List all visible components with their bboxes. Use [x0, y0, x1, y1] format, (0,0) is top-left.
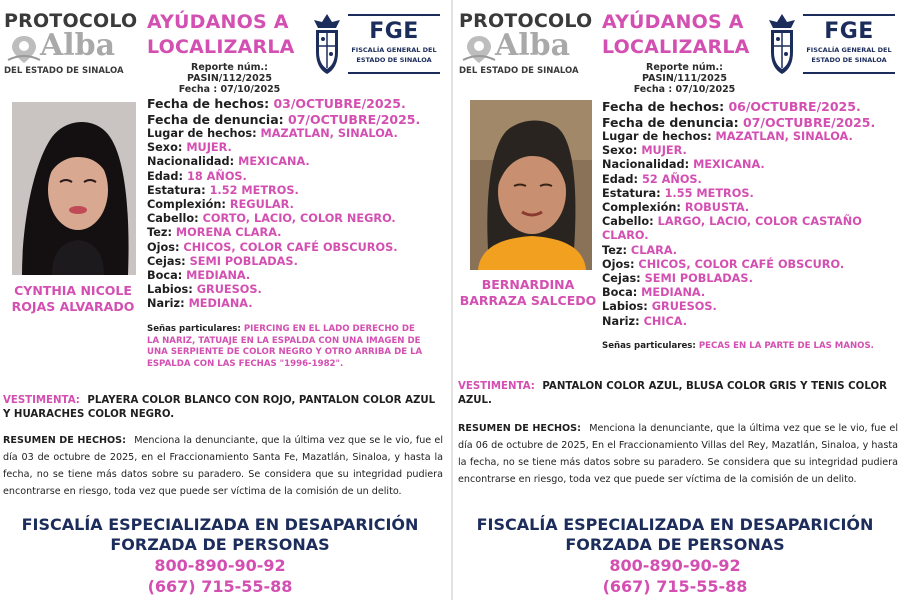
agency-name-line-1: FISCALÍA ESPECIALIZADA EN DESAPARICIÓN	[21, 515, 419, 534]
headline	[147, 10, 307, 60]
fact-label: Tez:	[602, 243, 627, 257]
fact-row	[602, 300, 900, 314]
flyer-divider	[451, 0, 453, 600]
fact-value: SEMI POBLADAS.	[189, 254, 298, 268]
fact-value: 07/OCTUBRE/2025.	[743, 114, 876, 130]
fact-value: GRUESOS.	[651, 300, 717, 314]
report-info	[602, 62, 767, 95]
fge-subtitle-1: FISCALÍA GENERAL DEL	[351, 46, 437, 54]
fact-value: ROBUSTA.	[684, 201, 750, 215]
clothing-value: PLAYERA COLOR BLANCO CON ROJO, PANTALON COLOR AZUL Y HUARACHES COLOR NEGRO.	[3, 395, 436, 420]
fact-label: Sexo:	[147, 141, 183, 155]
person-last-name: ROJAS ALVARADO	[11, 299, 135, 314]
headline-line-2: LOCALIZARLA	[147, 36, 295, 58]
fact-row	[147, 96, 447, 112]
fact-row	[602, 215, 900, 243]
fact-row	[147, 226, 447, 240]
headline	[602, 10, 762, 60]
person-first-name: CYNTHIA NICOLE	[14, 283, 132, 298]
clothing-value: PANTALON COLOR AZUL, BLUSA COLOR GRIS Y TENIS COLOR AZUL.	[458, 381, 887, 406]
contact-footer	[455, 515, 895, 597]
fact-row	[147, 255, 447, 269]
summary-label: RESUMEN DE HECHOS:	[3, 435, 126, 446]
fact-label: Lugar de hechos:	[602, 130, 712, 143]
person-name	[2, 283, 144, 315]
fact-value: REGULAR.	[229, 198, 294, 212]
senas-value: PIERCING EN EL LADO DERECHO DE LA NARIZ, TATUAJE EN LA ESPALDA CON UNA IMAGEN DE UNA SERPIENTE DE COLOR NEGRO Y OTRO ARRIBA DE LA ESPALDA CON LAS FECHAS "1996-1982".	[147, 324, 423, 369]
missing-person-flyer-2	[455, 0, 900, 600]
fact-row	[602, 158, 900, 172]
clothing-label: VESTIMENTA:	[458, 381, 535, 392]
fact-label: Estatura:	[602, 186, 661, 200]
fact-label: Labios:	[602, 300, 648, 314]
fact-label: Fecha de hechos:	[602, 99, 725, 114]
fact-value: 03/OCTUBRE/2025.	[273, 96, 406, 111]
logo-state-text: DEL ESTADO DE SINALOA	[459, 66, 579, 76]
fact-value: MAZATLAN, SINALOA.	[260, 127, 398, 140]
headline-line-2: LOCALIZARLA	[602, 36, 750, 58]
protocolo-alba-logo	[4, 10, 139, 80]
fact-value: MUJER.	[186, 141, 232, 155]
fact-label: Tez:	[147, 226, 172, 240]
fact-value: LARGO, LACIO, COLOR CASTAÑO CLARO.	[602, 215, 862, 243]
sinaloa-seal-icon	[310, 12, 344, 76]
fge-title: FGE	[369, 19, 419, 44]
incident-summary	[458, 420, 898, 488]
fact-value: MUJER.	[641, 144, 687, 158]
fact-label: Ojos:	[147, 240, 180, 254]
fact-label: Fecha de denuncia:	[147, 111, 284, 127]
fact-label: Edad:	[602, 172, 639, 186]
fact-row	[602, 258, 900, 272]
fact-value: SEMI POBLADAS.	[644, 272, 753, 286]
fact-row	[602, 144, 900, 158]
sinaloa-seal-icon	[765, 12, 799, 76]
fact-row	[147, 155, 447, 169]
senas-value: PECAS EN LA PARTE DE LAS MANOS.	[698, 341, 874, 351]
logo-state-text: DEL ESTADO DE SINALOA	[4, 66, 124, 76]
fact-value: 07/OCTUBRE/2025.	[288, 111, 421, 127]
fact-value: 06/OCTUBRE/2025.	[728, 99, 861, 114]
report-number: Reporte núm.: PASIN/112/2025	[187, 62, 272, 84]
fact-label: Complexión:	[147, 198, 226, 212]
fact-label: Complexión:	[602, 201, 681, 215]
fact-value: 18 AÑOS.	[186, 169, 247, 183]
location-pin-icon	[6, 34, 42, 64]
fact-value: GRUESOS.	[196, 283, 262, 297]
person-facts	[147, 96, 447, 312]
fact-label: Lugar de hechos:	[147, 127, 257, 140]
report-number: Reporte núm.: PASIN/111/2025	[642, 62, 727, 84]
headline-line-1: AYÚDANOS A	[602, 11, 744, 33]
fact-row	[602, 173, 900, 187]
location-pin-icon	[461, 34, 497, 64]
distinguishing-marks	[602, 341, 894, 353]
person-facts	[602, 99, 900, 329]
fact-label: Labios:	[147, 283, 193, 297]
clothing	[3, 394, 445, 422]
summary-value: Menciona la denunciante, que la última vez que se le vio, fue el día 06 de octubre de 2025, En el Fraccionamiento Villas del Rey, Mazatlán, Sinaloa, y hasta la fecha, no se tiene más datos sobre su paradero. Se considera que su integridad pudiera encontrarse en riesgo, toda vez que puede ser víctima de la comisión de un delito.	[458, 423, 898, 485]
person-last-name: BARRAZA SALCEDO	[459, 293, 597, 308]
fact-row	[602, 187, 900, 201]
fact-label: Nacionalidad:	[147, 155, 235, 169]
agency-name-line-2: FORZADA DE PERSONAS	[565, 535, 785, 554]
fact-value: MEDIANA.	[188, 297, 253, 311]
senas-label: Señas particulares:	[147, 324, 241, 334]
fact-label: Nariz:	[147, 297, 185, 311]
fact-label: Boca:	[602, 286, 638, 300]
fact-row	[147, 212, 447, 226]
fact-label: Sexo:	[602, 144, 638, 158]
person-photo	[470, 100, 592, 270]
fact-label: Edad:	[147, 169, 184, 183]
summary-label: RESUMEN DE HECHOS:	[458, 423, 581, 434]
agency-name-line-1: FISCALÍA ESPECIALIZADA EN DESAPARICIÓN	[476, 515, 874, 534]
fge-subtitle-2: ESTADO DE SINALOA	[811, 56, 887, 64]
fact-label: Fecha de denuncia:	[602, 114, 739, 130]
fact-label: Cabello:	[602, 215, 654, 229]
fact-value: CHICOS, COLOR CAFÉ OBSCUROS.	[183, 240, 398, 254]
fact-label: Cabello:	[147, 212, 199, 226]
phone-number-1: 800-890-90-92	[609, 556, 741, 575]
agency-name-line-2: FORZADA DE PERSONAS	[110, 535, 330, 554]
phone-number-1: 800-890-90-92	[154, 556, 286, 575]
fact-value: 1.55 METROS.	[664, 186, 754, 200]
fact-row	[602, 130, 900, 144]
fact-value: CHICA.	[643, 314, 688, 328]
fge-subtitle-1: FISCALÍA GENERAL DEL	[806, 46, 892, 54]
fact-label: Nacionalidad:	[602, 158, 690, 172]
fge-logo	[803, 14, 895, 74]
summary-value: Menciona la denunciante, que la última vez que se le vio, fue el día 03 de octubre de 2025, en el Fraccionamiento Santa Fe, Mazatlán, Sinaloa, y hasta la fecha, no se tiene más datos sobre su paradero. Se considera que su integridad pudiera encontrarse en riesgo, toda vez que puede ser víctima de la comisión de un delito.	[3, 435, 443, 497]
fact-row	[147, 127, 447, 141]
fact-value: MEXICANA.	[693, 158, 765, 172]
fact-row	[602, 99, 900, 115]
phone-number-2: (667) 715-55-88	[147, 577, 293, 596]
clothing	[458, 380, 900, 408]
fact-label: Estatura:	[147, 183, 206, 197]
fact-label: Cejas:	[147, 254, 186, 268]
fact-row	[602, 315, 900, 329]
fge-logo	[348, 14, 440, 74]
protocolo-alba-logo	[459, 10, 594, 80]
contact-footer	[0, 515, 440, 597]
fact-row	[602, 244, 900, 258]
fact-value: MEXICANA.	[238, 155, 310, 169]
person-name	[457, 277, 599, 309]
fact-value: CLARA.	[630, 243, 678, 257]
logo-alba-text: Alba	[495, 28, 571, 63]
fact-row	[602, 286, 900, 300]
person-photo	[12, 102, 136, 275]
fact-row	[147, 141, 447, 155]
distinguishing-marks	[147, 324, 427, 370]
fact-value: MEDIANA.	[186, 269, 251, 283]
fact-value: CHICOS, COLOR CAFÉ OBSCURO.	[638, 257, 845, 271]
fact-value: MAZATLAN, SINALOA.	[715, 130, 853, 143]
logo-alba-text: Alba	[40, 28, 116, 63]
fact-value: 52 AÑOS.	[641, 172, 702, 186]
clothing-label: VESTIMENTA:	[3, 395, 80, 406]
fact-label: Boca:	[147, 269, 183, 283]
fact-row	[147, 170, 447, 184]
fact-row	[147, 241, 447, 255]
fact-value: CORTO, LACIO, COLOR NEGRO.	[202, 212, 396, 226]
fact-value: 1.52 METROS.	[209, 183, 299, 197]
fact-row	[147, 269, 447, 283]
fact-row	[147, 184, 447, 198]
fact-row	[147, 112, 447, 128]
fact-label: Nariz:	[602, 314, 640, 328]
fact-label: Fecha de hechos:	[147, 96, 270, 111]
fact-row	[147, 283, 447, 297]
headline-line-1: AYÚDANOS A	[147, 11, 289, 33]
senas-label: Señas particulares:	[602, 341, 696, 351]
fact-label: Ojos:	[602, 257, 635, 271]
person-first-name: BERNARDINA	[481, 277, 575, 292]
report-info	[147, 62, 312, 95]
fact-row	[602, 115, 900, 131]
logo-protocolo-text: PROTOCOLO	[4, 10, 138, 32]
incident-summary	[3, 432, 443, 500]
fge-title: FGE	[824, 19, 874, 44]
fact-value: MEDIANA.	[641, 286, 706, 300]
phone-number-2: (667) 715-55-88	[602, 577, 748, 596]
fge-subtitle-2: ESTADO DE SINALOA	[356, 56, 432, 64]
logo-protocolo-text: PROTOCOLO	[459, 10, 593, 32]
fact-row	[147, 198, 447, 212]
report-date: Fecha : 07/10/2025	[633, 84, 736, 95]
fact-row	[147, 297, 447, 311]
fact-value: MORENA CLARA.	[175, 226, 282, 240]
fact-label: Cejas:	[602, 272, 641, 286]
fact-row	[602, 272, 900, 286]
report-date: Fecha : 07/10/2025	[178, 84, 281, 95]
fact-row	[602, 201, 900, 215]
